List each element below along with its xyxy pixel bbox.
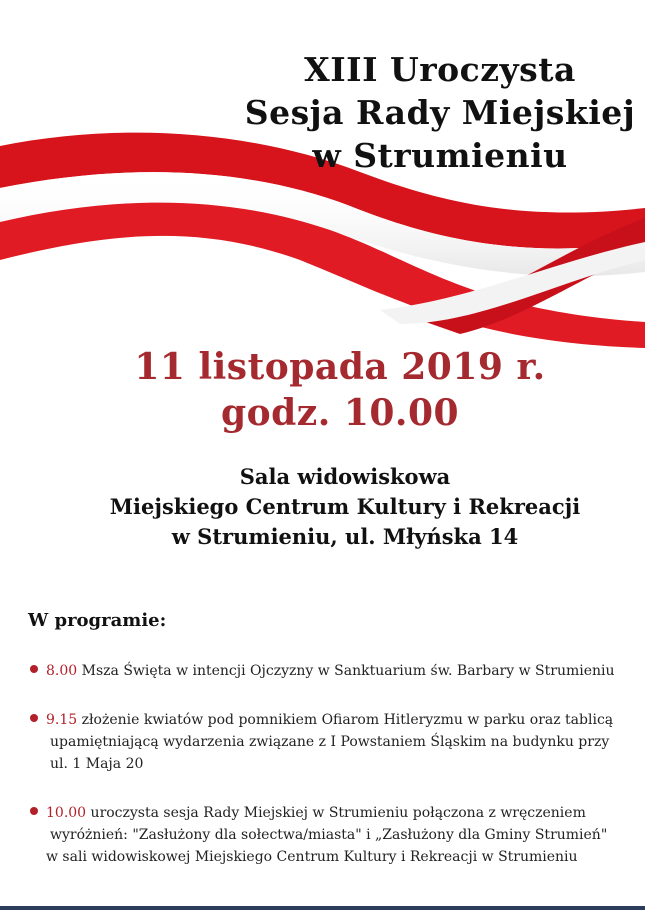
venue-line-2: Miejskiego Centrum Kultury i Rekreacji xyxy=(109,494,581,519)
bullet-icon xyxy=(30,714,38,722)
program-item-text: ul. 1 Maja 20 xyxy=(50,756,144,772)
program-item xyxy=(30,802,620,868)
program-item-text: w sali widowiskowej Miejskiego Centrum Kultury i Rekreacji w Strumieniu xyxy=(46,849,578,865)
program-item-text: złożenie kwiatów pod pomnikiem Ofiarom Hitleryzmu w parku oraz tablicą xyxy=(81,712,614,728)
program-item-time: 8.00 xyxy=(46,663,78,679)
program-item-text: upamiętniającą wydarzenia związane z I Powstaniem Śląskim na budynku przy xyxy=(50,734,610,750)
program-item-text: uroczysta sesja Rady Miejskiej w Strumieniu połączona z wręczeniem xyxy=(90,805,586,821)
event-date-time xyxy=(0,344,645,436)
footer-divider xyxy=(0,906,645,910)
program-item-text: wyróżnień: "Zasłużony dla sołectwa/miasta" i „Zasłużony dla Gminy Strumień" xyxy=(50,827,608,843)
title-line-1: XIII Uroczysta xyxy=(304,50,576,89)
venue-line-3: w Strumieniu, ul. Młyńska 14 xyxy=(171,524,519,549)
event-title xyxy=(210,48,645,177)
program-item-time: 9.15 xyxy=(46,712,78,728)
bullet-icon xyxy=(30,665,38,673)
program-heading: W programie: xyxy=(28,610,167,631)
venue-line-1: Sala widowiskowa xyxy=(239,464,451,489)
program-item-time: 10.00 xyxy=(46,805,87,821)
program-item-text: Msza Święta w intencji Ojczyzny w Sanktuarium św. Barbary w Strumieniu xyxy=(81,663,615,679)
event-date: 11 listopada 2019 r. xyxy=(134,346,546,388)
program-item xyxy=(30,709,620,775)
event-time: godz. 10.00 xyxy=(220,392,460,434)
program-item xyxy=(30,660,620,682)
event-venue xyxy=(0,462,645,552)
bullet-icon xyxy=(30,807,38,815)
title-line-2: Sesja Rady Miejskiej xyxy=(244,93,636,132)
title-line-3: w Strumieniu xyxy=(312,136,568,175)
